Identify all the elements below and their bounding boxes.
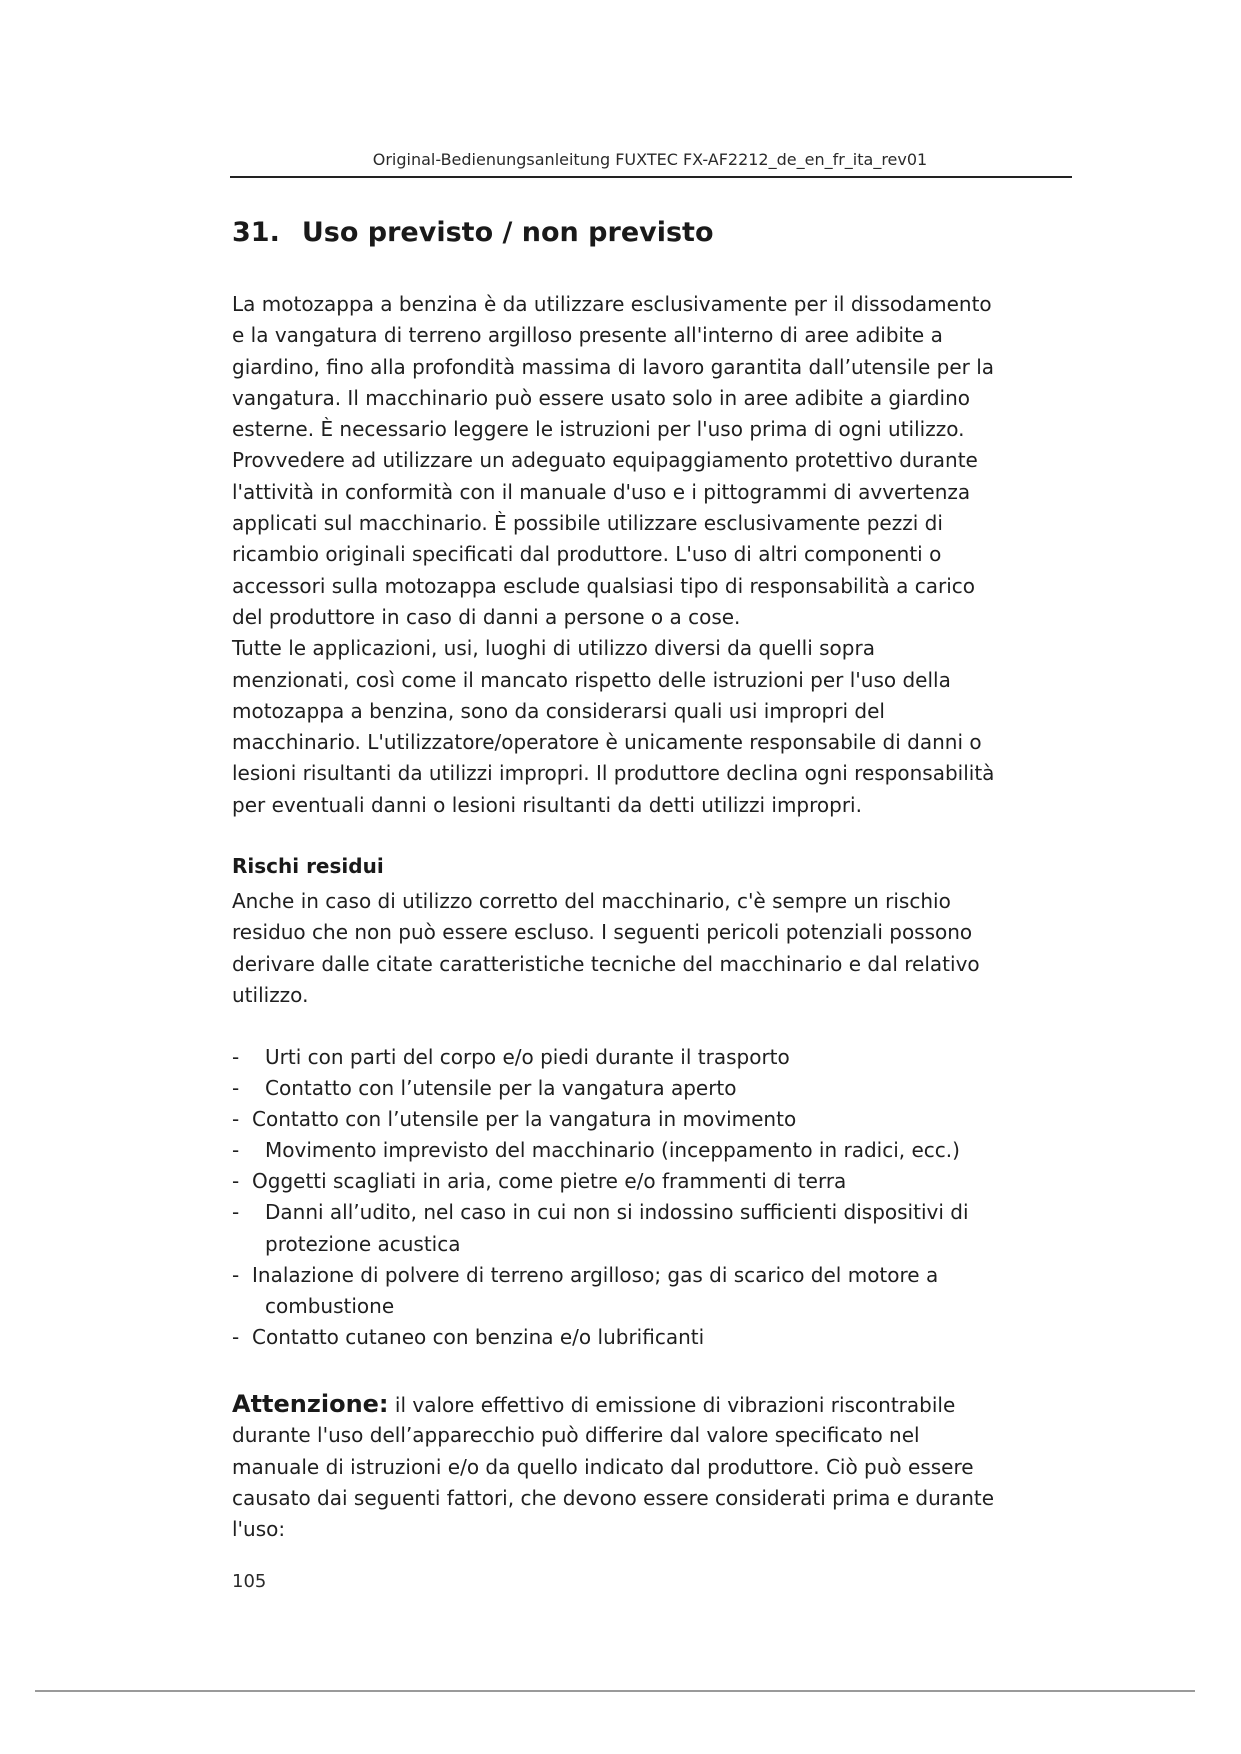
list-item-text: Urti con parti del corpo e/o piedi durante il trasporto bbox=[265, 1045, 790, 1069]
list-item-text: Inalazione di polvere di terreno argilloso; gas di scarico del motore a bbox=[252, 1262, 939, 1287]
page-number: 105 bbox=[232, 1571, 267, 1592]
running-header: Original-Bedienungsanleitung FUXTEC FX-AF2212_de_en_fr_ita_rev01 bbox=[372, 150, 928, 169]
body-text-line: derivare dalle citate caratteristiche tecniche del macchinario e dal relativo bbox=[232, 951, 980, 976]
body-text-line: manuale di istruzioni e/o da quello indicato dal produttore. Ciò può essere bbox=[232, 1454, 974, 1479]
residual-risks-list bbox=[232, 1042, 969, 1353]
body-text-line: lesioni risultanti da utilizzi impropri. Il produttore declina ogni responsabilità bbox=[232, 761, 995, 786]
body-text-line: durante l'uso dell’apparecchio può differire dal valore specificato nel bbox=[232, 1423, 920, 1448]
body-text-line: giardino, fino alla profondità massima di lavoro garantita dall’utensile per la bbox=[232, 354, 995, 379]
body-text-line: causato dai seguenti fattori, che devono essere considerati prima e durante bbox=[232, 1485, 995, 1510]
list-item bbox=[232, 1135, 969, 1166]
list-marker-dash: - bbox=[232, 1262, 240, 1287]
footer-rule bbox=[35, 1690, 1195, 1692]
list-item-text: Contatto con l’utensile per la vangatura in movimento bbox=[252, 1107, 797, 1132]
body-text-line: l'attività in conformità con il manuale d'uso e i pittogrammi di avvertenza bbox=[232, 479, 971, 504]
body-text-line: del produttore in caso di danni a persone o a cose. bbox=[232, 604, 741, 629]
list-item-continuation: protezione acustica bbox=[265, 1231, 461, 1256]
list-item-line bbox=[232, 1260, 969, 1291]
list-item-line bbox=[232, 1166, 969, 1197]
list-item-text: Oggetti scagliati in aria, come pietre e/o frammenti di terra bbox=[252, 1169, 847, 1194]
list-item bbox=[232, 1322, 969, 1353]
body-text-line: macchinario. L'utilizzatore/operatore è unicamente responsabile di danni o bbox=[232, 730, 982, 755]
list-item bbox=[232, 1073, 969, 1104]
body-text-line: Provvedere ad utilizzare un adeguato equipaggiamento protettivo durante bbox=[232, 448, 978, 473]
body-text-line: esterne. È necessario leggere le istruzioni per l'uso prima di ogni utilizzo. bbox=[232, 417, 965, 442]
body-text-line: ricambio originali specificati dal produttore. L'uso di altri componenti o bbox=[232, 542, 942, 567]
body-text-line: per eventuali danni o lesioni risultanti da detti utilizzi impropri. bbox=[232, 792, 862, 817]
attention-label: Attenzione: bbox=[232, 1390, 389, 1418]
list-marker-dash: - bbox=[232, 1169, 240, 1194]
list-item-text: Danni all’udito, nel caso in cui non si indossino sufficienti dispositivi di bbox=[265, 1200, 969, 1225]
body-text-line: residuo che non può essere escluso. I seguenti pericoli potenziali possono bbox=[232, 920, 973, 945]
list-item bbox=[232, 1042, 969, 1073]
attention-first-line bbox=[232, 1389, 994, 1420]
body-text-line: La motozappa a benzina è da utilizzare esclusivamente per il dissodamento bbox=[232, 292, 992, 316]
list-item bbox=[232, 1104, 969, 1135]
list-marker-dash: - bbox=[232, 1045, 240, 1069]
list-marker-dash: - bbox=[232, 1138, 240, 1163]
body-text-line: l'uso: bbox=[232, 1517, 286, 1542]
body-text-line: accessori sulla motozappa esclude qualsiasi tipo di responsabilità a carico bbox=[232, 573, 975, 598]
list-item-line bbox=[232, 1073, 969, 1104]
section-number: 31. bbox=[232, 217, 280, 248]
list-item-text: Movimento imprevisto del macchinario (inceppamento in radici, ecc.) bbox=[265, 1138, 960, 1163]
list-item-continuation: combustione bbox=[265, 1293, 395, 1318]
section-heading bbox=[232, 215, 714, 251]
list-item bbox=[232, 1166, 969, 1197]
residual-risks-heading: Rischi residui bbox=[232, 854, 384, 878]
list-item bbox=[232, 1197, 969, 1259]
body-text-line: utilizzo. bbox=[232, 982, 309, 1007]
list-item-line bbox=[232, 1135, 969, 1166]
body-text-line: il valore effettivo di emissione di vibrazioni riscontrabile bbox=[394, 1393, 956, 1417]
section-title: Uso previsto / non previsto bbox=[301, 217, 714, 248]
body-text-line: e la vangatura di terreno argilloso presente all'interno di aree adibite a bbox=[232, 323, 943, 348]
header-rule bbox=[230, 176, 1072, 178]
list-item-line bbox=[232, 1197, 969, 1228]
list-item-line bbox=[232, 1322, 969, 1353]
body-text-line: applicati sul macchinario. È possibile utilizzare esclusivamente pezzi di bbox=[232, 511, 943, 536]
intended-use-paragraph bbox=[232, 289, 994, 821]
list-item-line bbox=[232, 1042, 969, 1073]
body-text-line: motozappa a benzina, sono da considerarsi quali usi impropri del bbox=[232, 698, 885, 723]
body-text-line: Tutte le applicazioni, usi, luoghi di utilizzo diversi da quelli sopra bbox=[232, 636, 875, 661]
list-item-text: Contatto cutaneo con benzina e/o lubrificanti bbox=[252, 1324, 705, 1349]
body-text-line: menzionati, così come il mancato rispetto delle istruzioni per l'uso della bbox=[232, 667, 951, 692]
list-marker-dash: - bbox=[232, 1076, 240, 1101]
residual-risks-intro bbox=[232, 886, 980, 1011]
list-item bbox=[232, 1260, 969, 1322]
attention-paragraph bbox=[232, 1389, 994, 1545]
list-marker-dash: - bbox=[232, 1107, 240, 1132]
body-text-line: vangatura. Il macchinario può essere usato solo in aree adibite a giardino bbox=[232, 385, 970, 410]
list-marker-dash: - bbox=[232, 1200, 240, 1225]
list-item-line bbox=[232, 1104, 969, 1135]
list-marker-dash: - bbox=[232, 1324, 240, 1349]
body-text-line: Anche in caso di utilizzo corretto del macchinario, c'è sempre un rischio bbox=[232, 889, 951, 913]
list-item-text: Contatto con l’utensile per la vangatura aperto bbox=[265, 1076, 737, 1101]
